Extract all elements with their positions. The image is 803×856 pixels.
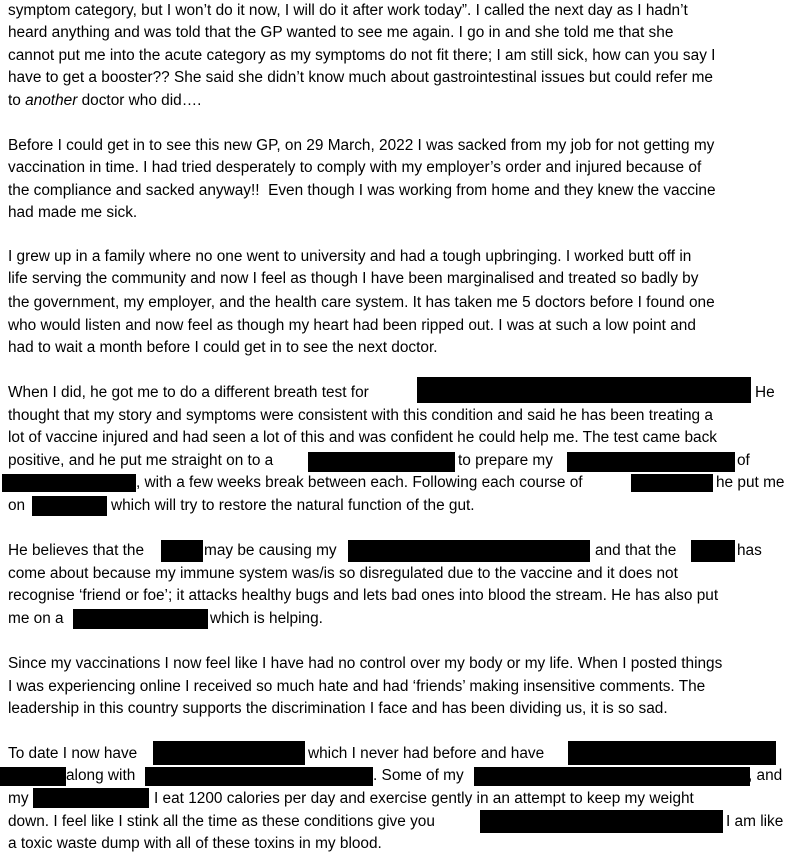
redaction-bar [480, 810, 723, 833]
redaction-bar [474, 767, 750, 786]
text-fragment: I eat 1200 calories per day and exercise gently in an attempt to keep my weight [154, 790, 694, 807]
text-line: the compliance and sacked anyway!! Even though I was working from home and they knew the vaccine [8, 182, 716, 199]
text-line: symptom category, but I won’t do it now, I will do it after work today”. I called the next day as I hadn’t [8, 2, 688, 19]
text-fragment: to prepare my [458, 452, 553, 469]
text-line: had made me sick. [8, 204, 138, 221]
text-fragment: . Some of my [373, 767, 464, 784]
text-line: thought that my story and symptoms were consistent with this condition and said he has been treating a [8, 407, 713, 424]
text-line: I grew up in a family where no one went to university and had a tough upbringing. I worked butt off in [8, 248, 692, 265]
text-line: heard anything and was told that the GP wanted to see me again. I go in and she told me that she [8, 24, 674, 41]
text-fragment: me on a [8, 610, 64, 627]
redaction-bar [308, 452, 455, 472]
redaction-bar [153, 741, 305, 765]
text-line: had to wait a month before I could get in to see the next doctor. [8, 339, 438, 356]
text-line: cannot put me into the acute category as my symptoms do not fit there; I am still sick, how can you say I [8, 47, 716, 64]
text-line: who would listen and now feel as though my heart had been ripped out. I was at such a low point and [8, 317, 696, 334]
text-line: life serving the community and now I feel as though I have been marginalised and treated so badly by [8, 270, 699, 287]
text-fragment: , with a few weeks break between each. Following each course of [136, 474, 583, 491]
text-fragment: which I never had before and have [308, 745, 545, 762]
text-fragment: has [737, 542, 762, 559]
emphasized-word: another [25, 92, 78, 109]
text-line: a toxic waste dump with all of these toxins in my blood. [8, 835, 382, 852]
redaction-bar [631, 474, 713, 492]
text-fragment: He believes that the [8, 542, 145, 559]
text-line: lot of vaccine injured and had seen a lot of this and was confident he could help me. The test came back [8, 429, 717, 446]
redaction-bar [417, 377, 751, 403]
redaction-bar [348, 540, 590, 562]
text-fragment: doctor who did…. [77, 92, 202, 109]
redaction-bar [73, 609, 208, 629]
text-fragment: which will try to restore the natural function of the gut. [111, 497, 475, 514]
text-fragment: along with [66, 767, 136, 784]
redaction-bar [2, 474, 136, 492]
text-fragment: To date I now have [8, 745, 138, 762]
redaction-bar [161, 540, 203, 562]
redaction-bar [568, 741, 776, 765]
text-line: Since my vaccinations I now feel like I have had no control over my body or my life. When I posted things [8, 655, 723, 672]
text-fragment: and that the [595, 542, 677, 559]
redaction-bar [145, 767, 373, 786]
text-line: I was experiencing online I received so much hate and had ‘friends’ making insensitive comments. The [8, 678, 706, 695]
text-fragment: he put me [716, 474, 785, 491]
text-fragment: which is helping. [210, 610, 323, 627]
redaction-bar [33, 788, 149, 808]
text-fragment: may be causing my [204, 542, 337, 559]
text-line: leadership in this country supports the discrimination I face and has been dividing us, it is so sad. [8, 700, 668, 717]
text-fragment: my [8, 790, 29, 807]
text-fragment: of [737, 452, 750, 469]
text-line: the government, my employer, and the health care system. It has taken me 5 doctors before I found one [8, 294, 715, 311]
text-fragment: , and [748, 767, 783, 784]
text-fragment: He [755, 384, 775, 401]
text-fragment: on [8, 497, 26, 514]
text-fragment: I am like [726, 813, 784, 830]
text-fragment: When I did, he got me to do a different breath test for [8, 384, 369, 401]
text-line: Before I could get in to see this new GP, on 29 March, 2022 I was sacked from my job for not getting my [8, 137, 715, 154]
redaction-bar [691, 540, 735, 562]
text-fragment: positive, and he put me straight on to a [8, 452, 274, 469]
redaction-bar [567, 452, 735, 472]
redaction-bar [32, 496, 107, 516]
text-fragment: down. I feel like I stink all the time as these conditions give you [8, 813, 435, 830]
text-line: have to get a booster?? She said she didn’t know much about gastrointestinal issues but could refer me [8, 69, 713, 86]
text-line: come about because my immune system was/is so disregulated due to the vaccine and it does not [8, 565, 678, 582]
text-line: recognise ‘friend or foe’; it attacks healthy bugs and lets bad ones into blood the stream. He has also put [8, 587, 719, 604]
text-fragment: to [8, 92, 26, 109]
text-line: vaccination in time. I had tried desperately to comply with my employer’s order and injured because of [8, 159, 702, 176]
text-line [8, 90, 201, 112]
redaction-bar [0, 767, 66, 786]
